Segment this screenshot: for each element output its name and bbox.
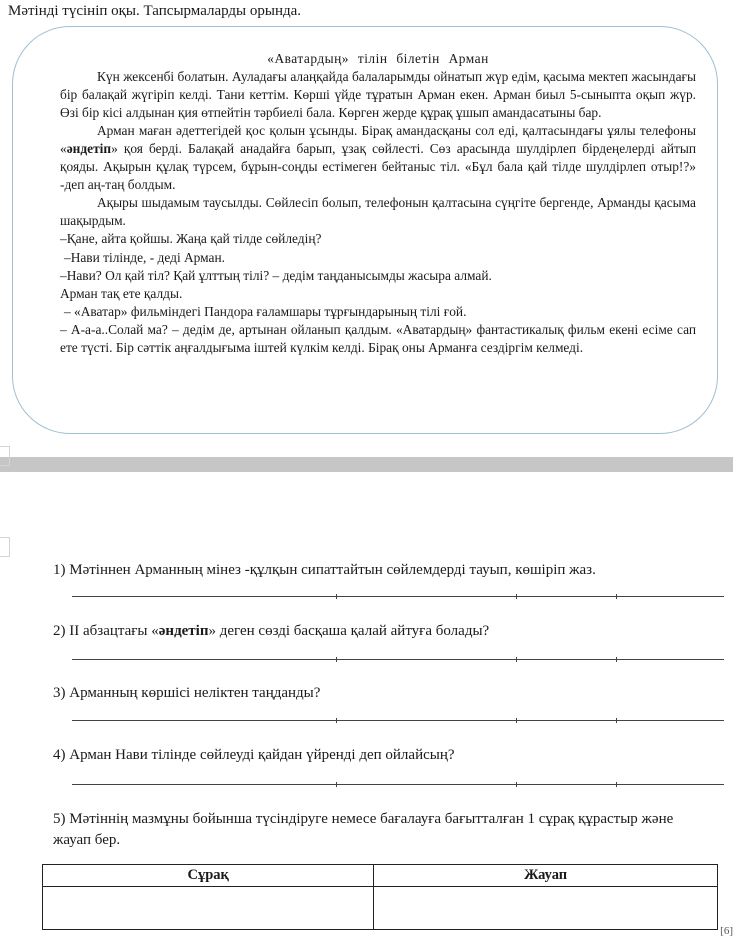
answer-line-1[interactable] xyxy=(72,596,724,597)
instruction-text: Мәтінді түсініп оқы. Тапсырмаларды орында. xyxy=(8,3,302,19)
table-row xyxy=(43,887,718,930)
passage-paragraph-1: Күн жексенбі болатын. Ауладағы алаңқайда балаларымды ойнатып жүр едім, қасыма мектеп жасындағы бір балақай жүгіріп келді. Тани кеттім. Көрші үйде тұратын Арман екен. Арман биыл 5-сыныпта оқып жүр. Өзі бір кісі алдынан қия өтпейтін тәрбиелі бала. Көрген жерде құрақ ұшып амандасатыны бар. xyxy=(60,69,696,121)
question-5: 5) Мәтіннің мазмұны бойынша түсіндіруге немесе бағалауға бағытталған 1 сұрақ құрастыр және жауап бер. xyxy=(53,811,674,848)
answer-line-3[interactable] xyxy=(72,720,724,721)
score-mark: [6] xyxy=(720,925,733,937)
answer-line-4[interactable] xyxy=(72,784,724,785)
page-corner-mark xyxy=(0,537,10,557)
table-header-row xyxy=(43,865,718,887)
dialogue-line: – «Аватар» фильміндегі Пандора ғаламшары тұрғындарының тілі ғой. xyxy=(64,303,467,319)
passage-text xyxy=(60,50,696,357)
passage-paragraph-2-start: Арман маған әдеттегідей қос қолын ұсынды. Бірақ амандасқаны сол еді, қалтасындағы ұялы телефоны « xyxy=(60,123,696,157)
question-cell[interactable] xyxy=(43,887,374,930)
page-separator xyxy=(0,457,733,472)
page-corner-mark xyxy=(0,446,10,466)
dialogue-line: Арман тақ ете қалды. xyxy=(60,285,183,301)
column-header-answer: Жауап xyxy=(374,865,718,887)
question-2-start: 2) ІІ абзацтағы « xyxy=(53,623,159,639)
answer-cell[interactable] xyxy=(374,887,718,930)
question-2-keyword: әндетіп xyxy=(158,623,209,639)
passage-paragraph-2-end: » қоя берді. Балақай анадайға барып, ұзақ сөйлесті. Сөз арасында шулдірлеп бірдеңелерді айтып қояды. Ақырын құлақ түрсем, бұрын-соңды естімеген бейтаныс тіл. «Бұл бала қай тілде шулдірлеп отыр!?» -деп аң-таң болдым. xyxy=(60,141,696,193)
dialogue-line: –Нави тілінде, - деді Арман. xyxy=(64,249,226,265)
question-1: 1) Мәтіннен Арманның мінез -құлқын сипаттайтын сөйлемдерді тауып, көшіріп жаз. xyxy=(53,562,596,578)
question-3: 3) Арманның көршісі неліктен таңданды? xyxy=(53,685,321,701)
column-header-question: Сұрақ xyxy=(43,865,374,887)
dialogue-line: –Нави? Ол қай тіл? Қай ұлттың тілі? – дедім таңданысымды жасыра алмай. xyxy=(60,267,492,283)
question-4: 4) Арман Нави тілінде сөйлеуді қайдан үйренді деп ойлайсың? xyxy=(53,747,455,763)
highlighted-word: әндетіп xyxy=(66,141,112,157)
dialogue-line: – А-а-а..Солай ма? – дедім де, артынан ойланып қалдым. «Аватардың» фантастикалық фильм екені есіме сап ете түсті. Бір сәттік аңғалдығыма іштей күлкім келді. Бірақ оны Арманға сездіргім келмеді. xyxy=(60,321,696,355)
question-2 xyxy=(53,623,489,640)
question-2-end: » деген сөзді басқаша қалай айтуға болады? xyxy=(208,623,490,639)
answer-table xyxy=(42,864,718,930)
passage-paragraph-3: Ақыры шыдамым таусылды. Сөйлесіп болып, телефонын қалтасына сүңгіте бергенде, Арманды қасыма шақырдым. xyxy=(60,195,696,229)
dialogue-line: –Қане, айта қойшы. Жаңа қай тілде сөйледің? xyxy=(60,231,322,247)
answer-line-2[interactable] xyxy=(72,659,724,660)
passage-paragraph-2 xyxy=(60,122,696,194)
passage-title: «Аватардың» тілін білетін Арман xyxy=(267,51,489,66)
